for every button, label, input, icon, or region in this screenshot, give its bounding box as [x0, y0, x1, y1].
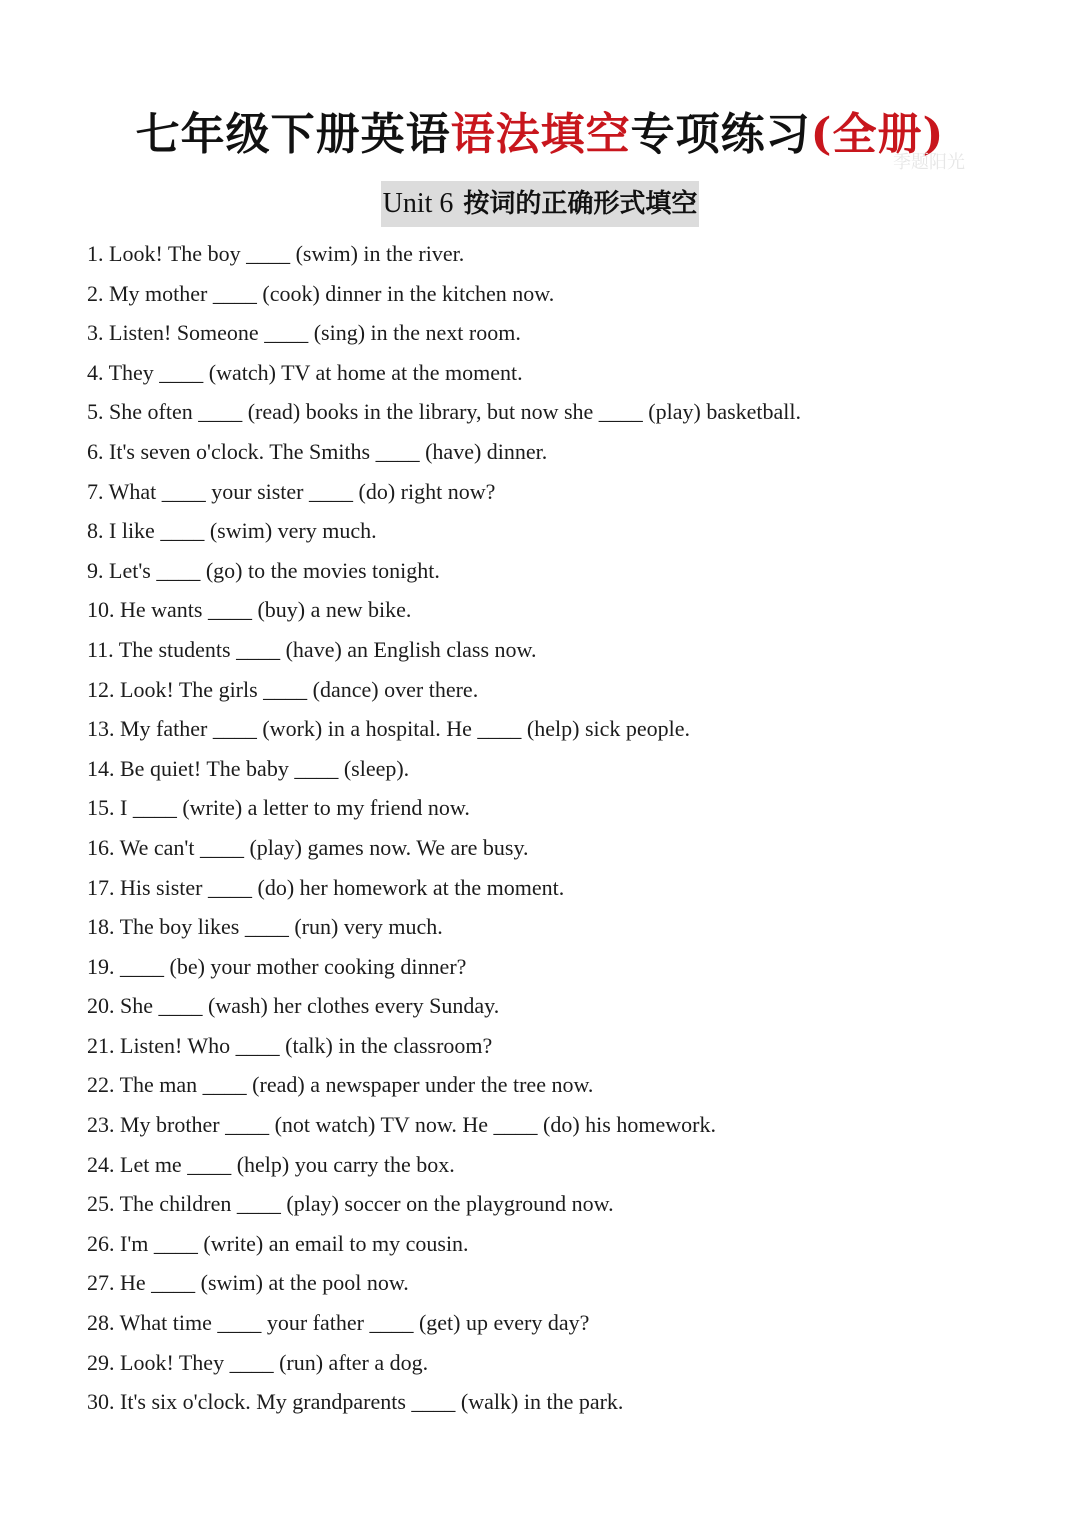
question-item: 22. The man ____ (read) a newspaper under the tree now. [87, 1072, 594, 1098]
question-item: 11. The students ____ (have) an English class now. [87, 636, 537, 662]
question-item: 2. My mother ____ (cook) dinner in the kitchen now. [87, 280, 555, 306]
question-item: 27. He ____ (swim) at the pool now. [87, 1270, 409, 1296]
question-item: 30. It's six o'clock. My grandparents ____ (walk) in the park. [87, 1389, 624, 1415]
question-list [87, 234, 801, 1422]
question-item: 12. Look! The girls ____ (dance) over there. [87, 676, 479, 702]
question-item: 26. I'm ____ (write) an email to my cousin. [87, 1230, 469, 1256]
instruction-label: 按词的正确形式填空 [463, 189, 698, 219]
question-item: 9. Let's ____ (go) to the movies tonight. [87, 557, 440, 583]
question-item: 13. My father ____ (work) in a hospital. He ____ (help) sick people. [87, 716, 691, 742]
unit-label: Unit 6 [382, 188, 454, 219]
question-item: 16. We can't ____ (play) games now. We are busy. [87, 834, 529, 860]
question-item: 5. She often ____ (read) books in the library, but now she ____ (play) basketball. [87, 399, 802, 425]
question-item: 23. My brother ____ (not watch) TV now. He ____ (do) his homework. [87, 1112, 716, 1138]
title-practice: 专项练习 [630, 109, 811, 160]
section-subtitle [381, 181, 700, 227]
question-item: 6. It's seven o'clock. The Smiths ____ (have) dinner. [87, 438, 548, 464]
question-item: 21. Listen! Who ____ (talk) in the classroom? [87, 1032, 493, 1058]
question-item: 15. I ____ (write) a letter to my friend now. [87, 795, 470, 821]
question-item: 3. Listen! Someone ____ (sing) in the next room. [87, 320, 521, 346]
question-item: 18. The boy likes ____ (run) very much. [87, 914, 443, 940]
watermark: 季题阳光 [893, 152, 965, 173]
title-grade-book: 七年级下册英语 [135, 109, 451, 160]
question-item: 17. His sister ____ (do) her homework at the moment. [87, 874, 565, 900]
question-item: 10. He wants ____ (buy) a new bike. [87, 597, 412, 623]
question-item: 19. ____ (be) your mother cooking dinner? [87, 953, 467, 979]
question-item: 8. I like ____ (swim) very much. [87, 518, 377, 544]
section-header [0, 181, 1080, 227]
question-item: 24. Let me ____ (help) you carry the box. [87, 1151, 455, 1177]
title-grammar-fill: 语法填空 [450, 109, 631, 160]
question-item: 29. Look! They ____ (run) after a dog. [87, 1349, 429, 1375]
question-item: 4. They ____ (watch) TV at home at the moment. [87, 359, 523, 385]
question-item: 7. What ____ your sister ____ (do) right now? [87, 478, 496, 504]
question-item: 25. The children ____ (play) soccer on the playground now. [87, 1191, 614, 1217]
question-item: 20. She ____ (wash) her clothes every Sunday. [87, 993, 500, 1019]
question-item: 28. What time ____ your father ____ (get) up every day? [87, 1310, 590, 1336]
question-item: 14. Be quiet! The baby ____ (sleep). [87, 755, 410, 781]
question-item: 1. Look! The boy ____ (swim) in the river. [87, 241, 465, 266]
title-full-volume: (全册) [810, 109, 945, 160]
